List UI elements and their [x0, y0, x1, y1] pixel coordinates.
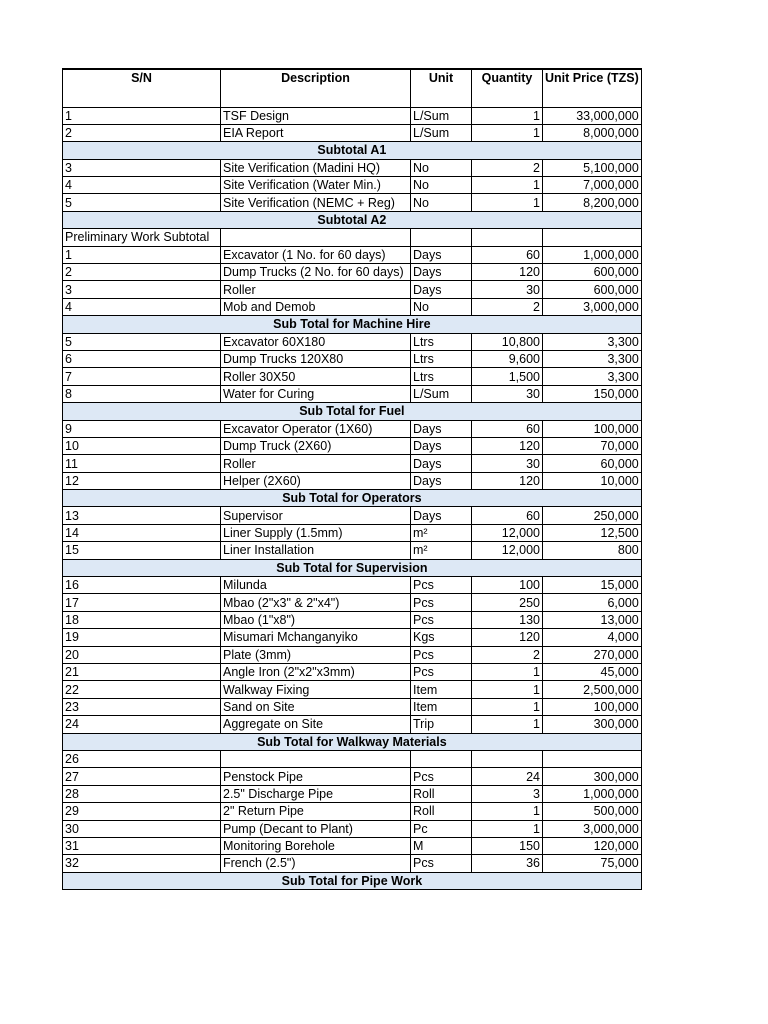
cell-unit-price[interactable]: 300,000: [543, 768, 642, 785]
cell-unit[interactable]: No: [411, 194, 472, 211]
cell-description[interactable]: French (2.5"): [221, 855, 411, 872]
cell-quantity[interactable]: 1: [472, 124, 543, 141]
cell-quantity[interactable]: 1: [472, 194, 543, 211]
cell-quantity[interactable]: 1: [472, 698, 543, 715]
cell-unit-price[interactable]: 60,000: [543, 455, 642, 472]
header-unit-price[interactable]: Unit Price (TZS): [543, 69, 642, 107]
table-row: [63, 820, 642, 837]
cell-unit[interactable]: L/Sum: [411, 107, 472, 124]
cell-unit[interactable]: No: [411, 298, 472, 315]
cell-sn[interactable]: 7: [63, 368, 221, 385]
cell-unit-price[interactable]: 1,000,000: [543, 785, 642, 802]
cell-description[interactable]: Roller: [221, 455, 411, 472]
cell-quantity[interactable]: 10,800: [472, 333, 543, 350]
cell-sn[interactable]: 16: [63, 577, 221, 594]
cell-quantity[interactable]: 60: [472, 246, 543, 263]
cell-sn[interactable]: 26: [63, 750, 221, 767]
cell-unit[interactable]: Pcs: [411, 611, 472, 628]
cell-sn[interactable]: 9: [63, 420, 221, 437]
cell-quantity[interactable]: 1: [472, 107, 543, 124]
cell-unit[interactable]: Trip: [411, 716, 472, 733]
cell-unit-price[interactable]: 3,300: [543, 350, 642, 367]
table-row: [63, 768, 642, 785]
table-row: [63, 629, 642, 646]
cell-unit-price[interactable]: 12,500: [543, 524, 642, 541]
cell-unit-price[interactable]: 2,500,000: [543, 681, 642, 698]
cell-description[interactable]: EIA Report: [221, 124, 411, 141]
cell-description[interactable]: Aggregate on Site: [221, 716, 411, 733]
cell-unit[interactable]: Item: [411, 681, 472, 698]
cell-unit-price[interactable]: 3,300: [543, 333, 642, 350]
cell-description[interactable]: Roller 30X50: [221, 368, 411, 385]
cell-quantity[interactable]: 30: [472, 455, 543, 472]
cell-description[interactable]: Dump Trucks (2 No. for 60 days): [221, 264, 411, 281]
cell-quantity[interactable]: 130: [472, 611, 543, 628]
header-sn[interactable]: S/N: [63, 69, 221, 107]
cell-sn[interactable]: 19: [63, 629, 221, 646]
table-row: [63, 177, 642, 194]
cell-unit-price[interactable]: 500,000: [543, 803, 642, 820]
cell-sn[interactable]: 4: [63, 177, 221, 194]
table-row: [63, 437, 642, 454]
cell-unit-price[interactable]: 45,000: [543, 664, 642, 681]
cell-unit[interactable]: Roll: [411, 803, 472, 820]
cell-description[interactable]: Monitoring Borehole: [221, 837, 411, 854]
cell-quantity[interactable]: 120: [472, 629, 543, 646]
table-row: [63, 577, 642, 594]
cell-sn[interactable]: 1: [63, 107, 221, 124]
table-row: [63, 855, 642, 872]
cell-unit-price[interactable]: 150,000: [543, 385, 642, 402]
cell-unit-price[interactable]: 3,000,000: [543, 298, 642, 315]
cell-sn[interactable]: 30: [63, 820, 221, 837]
cell-description[interactable]: Site Verification (Water Min.): [221, 177, 411, 194]
cell-description[interactable]: Angle Iron (2"x2"x3mm): [221, 664, 411, 681]
cell-unit[interactable]: Ltrs: [411, 350, 472, 367]
table-row: [63, 594, 642, 611]
cell-quantity[interactable]: 1,500: [472, 368, 543, 385]
cell-unit-price[interactable]: 120,000: [543, 837, 642, 854]
cell-description[interactable]: Mbao (1"x8"): [221, 611, 411, 628]
header-quantity[interactable]: Quantity: [472, 69, 543, 107]
cell-quantity[interactable]: 1: [472, 177, 543, 194]
cell-quantity[interactable]: 60: [472, 420, 543, 437]
cell-sn[interactable]: Preliminary Work Subtotal: [63, 229, 221, 246]
cell-unit-price[interactable]: 7,000,000: [543, 177, 642, 194]
cell-quantity[interactable]: 2: [472, 298, 543, 315]
table-row: [63, 664, 642, 681]
table-row: [63, 542, 642, 559]
cell-unit-price[interactable]: 100,000: [543, 420, 642, 437]
cell-description[interactable]: Dump Trucks 120X80: [221, 350, 411, 367]
cell-description[interactable]: Excavator 60X180: [221, 333, 411, 350]
cell-unit[interactable]: [411, 750, 472, 767]
cell-unit[interactable]: [411, 229, 472, 246]
table-row: [63, 264, 642, 281]
cell-unit[interactable]: Item: [411, 698, 472, 715]
cost-estimate-table: [62, 68, 642, 890]
cell-quantity[interactable]: 1: [472, 681, 543, 698]
table-row: [63, 698, 642, 715]
cell-unit-price[interactable]: 250,000: [543, 507, 642, 524]
cell-description[interactable]: Site Verification (Madini HQ): [221, 159, 411, 176]
cell-unit[interactable]: Days: [411, 420, 472, 437]
cell-quantity[interactable]: 12,000: [472, 524, 543, 541]
subtotal-row: [63, 403, 642, 420]
table-row: [63, 124, 642, 141]
cell-sn[interactable]: 28: [63, 785, 221, 802]
cell-sn[interactable]: 2: [63, 124, 221, 141]
cell-unit[interactable]: Pcs: [411, 577, 472, 594]
subtotal-label[interactable]: Sub Total for Supervision: [63, 559, 642, 576]
table-row: [63, 246, 642, 263]
cell-unit-price[interactable]: 3,300: [543, 368, 642, 385]
subtotal-label[interactable]: Sub Total for Machine Hire: [63, 316, 642, 333]
cell-description[interactable]: Mob and Demob: [221, 298, 411, 315]
cell-quantity[interactable]: [472, 229, 543, 246]
cell-unit-price[interactable]: 15,000: [543, 577, 642, 594]
cell-sn[interactable]: 13: [63, 507, 221, 524]
cell-description[interactable]: 2" Return Pipe: [221, 803, 411, 820]
cell-quantity[interactable]: 36: [472, 855, 543, 872]
cell-unit-price[interactable]: 100,000: [543, 698, 642, 715]
cell-description[interactable]: Site Verification (NEMC + Reg): [221, 194, 411, 211]
cell-description[interactable]: Mbao (2"x3" & 2"x4"): [221, 594, 411, 611]
cell-quantity[interactable]: 250: [472, 594, 543, 611]
cell-unit[interactable]: No: [411, 159, 472, 176]
cell-description[interactable]: Milunda: [221, 577, 411, 594]
cell-quantity[interactable]: [472, 750, 543, 767]
table-row: [63, 716, 642, 733]
cell-unit[interactable]: L/Sum: [411, 385, 472, 402]
table-row: [63, 385, 642, 402]
cell-sn[interactable]: 11: [63, 455, 221, 472]
table-body: [63, 107, 642, 890]
cell-quantity[interactable]: 1: [472, 803, 543, 820]
subtotal-label[interactable]: Sub Total for Pipe Work: [63, 872, 642, 889]
cell-sn[interactable]: 3: [63, 159, 221, 176]
cell-description[interactable]: Walkway Fixing: [221, 681, 411, 698]
table-row: [63, 785, 642, 802]
cell-unit-price[interactable]: 6,000: [543, 594, 642, 611]
table-row: [63, 507, 642, 524]
cell-quantity[interactable]: 120: [472, 264, 543, 281]
table-row: [63, 107, 642, 124]
cell-sn[interactable]: 27: [63, 768, 221, 785]
cell-sn[interactable]: 4: [63, 298, 221, 315]
subtotal-row: [63, 490, 642, 507]
cell-quantity[interactable]: 30: [472, 385, 543, 402]
cell-unit[interactable]: Pcs: [411, 855, 472, 872]
cell-description[interactable]: Liner Supply (1.5mm): [221, 524, 411, 541]
cell-unit-price[interactable]: 70,000: [543, 437, 642, 454]
cell-description[interactable]: Water for Curing: [221, 385, 411, 402]
table-row: [63, 194, 642, 211]
cell-description[interactable]: Helper (2X60): [221, 472, 411, 489]
cell-sn[interactable]: 5: [63, 194, 221, 211]
cell-unit[interactable]: Ltrs: [411, 368, 472, 385]
cell-unit[interactable]: Pcs: [411, 646, 472, 663]
cell-sn[interactable]: 12: [63, 472, 221, 489]
table-row: [63, 611, 642, 628]
cell-description[interactable]: Plate (3mm): [221, 646, 411, 663]
cell-description[interactable]: Penstock Pipe: [221, 768, 411, 785]
cell-description[interactable]: Excavator (1 No. for 60 days): [221, 246, 411, 263]
cell-unit[interactable]: Days: [411, 437, 472, 454]
table-row: [63, 281, 642, 298]
subtotal-label[interactable]: Sub Total for Walkway Materials: [63, 733, 642, 750]
cell-quantity[interactable]: 12,000: [472, 542, 543, 559]
cell-description[interactable]: Dump Truck (2X60): [221, 437, 411, 454]
cell-unit[interactable]: Roll: [411, 785, 472, 802]
subtotal-label[interactable]: Subtotal A1: [63, 142, 642, 159]
cell-unit-price[interactable]: [543, 229, 642, 246]
table-row: [63, 681, 642, 698]
cell-quantity[interactable]: 150: [472, 837, 543, 854]
cell-sn[interactable]: 20: [63, 646, 221, 663]
cell-quantity[interactable]: 1: [472, 820, 543, 837]
cell-sn[interactable]: 29: [63, 803, 221, 820]
cell-description[interactable]: Pump (Decant to Plant): [221, 820, 411, 837]
subtotal-row: [63, 872, 642, 889]
cell-description[interactable]: 2.5" Discharge Pipe: [221, 785, 411, 802]
cell-sn[interactable]: 17: [63, 594, 221, 611]
cell-unit-price[interactable]: 13,000: [543, 611, 642, 628]
cell-sn[interactable]: 5: [63, 333, 221, 350]
table-row: [63, 750, 642, 767]
cell-unit-price[interactable]: 5,100,000: [543, 159, 642, 176]
cell-unit-price[interactable]: 10,000: [543, 472, 642, 489]
cell-unit[interactable]: Days: [411, 281, 472, 298]
table-row: [63, 837, 642, 854]
cell-quantity[interactable]: 1: [472, 664, 543, 681]
table-row: [63, 524, 642, 541]
cell-unit-price[interactable]: 33,000,000: [543, 107, 642, 124]
cell-sn[interactable]: 1: [63, 246, 221, 263]
subtotal-row: [63, 142, 642, 159]
cell-quantity[interactable]: 3: [472, 785, 543, 802]
table-row: [63, 420, 642, 437]
cell-unit-price[interactable]: 8,000,000: [543, 124, 642, 141]
subtotal-label[interactable]: Sub Total for Fuel: [63, 403, 642, 420]
cell-sn[interactable]: 6: [63, 350, 221, 367]
cell-unit[interactable]: M: [411, 837, 472, 854]
cell-sn[interactable]: 2: [63, 264, 221, 281]
cell-description[interactable]: Misumari Mchanganyiko: [221, 629, 411, 646]
cell-unit[interactable]: Pcs: [411, 594, 472, 611]
table-row: [63, 298, 642, 315]
cell-unit[interactable]: Kgs: [411, 629, 472, 646]
cell-sn[interactable]: 32: [63, 855, 221, 872]
subtotal-row: [63, 316, 642, 333]
cell-description[interactable]: Excavator Operator (1X60): [221, 420, 411, 437]
cell-sn[interactable]: 8: [63, 385, 221, 402]
cell-unit-price[interactable]: 4,000: [543, 629, 642, 646]
cell-sn[interactable]: 18: [63, 611, 221, 628]
cell-unit-price[interactable]: 600,000: [543, 281, 642, 298]
header-row: [63, 69, 642, 107]
table-row: [63, 229, 642, 246]
table-row: [63, 472, 642, 489]
cell-quantity[interactable]: 60: [472, 507, 543, 524]
table-row: [63, 455, 642, 472]
cell-description[interactable]: Roller: [221, 281, 411, 298]
cell-unit[interactable]: Days: [411, 246, 472, 263]
cell-unit[interactable]: No: [411, 177, 472, 194]
cell-quantity[interactable]: 2: [472, 646, 543, 663]
cell-sn[interactable]: 31: [63, 837, 221, 854]
cell-unit[interactable]: Pcs: [411, 664, 472, 681]
cell-unit-price[interactable]: 270,000: [543, 646, 642, 663]
cell-unit-price[interactable]: 800: [543, 542, 642, 559]
cell-unit[interactable]: Days: [411, 264, 472, 281]
cell-sn[interactable]: 22: [63, 681, 221, 698]
cell-description[interactable]: [221, 229, 411, 246]
cell-sn[interactable]: 15: [63, 542, 221, 559]
subtotal-row: [63, 211, 642, 228]
cell-unit[interactable]: Ltrs: [411, 333, 472, 350]
cell-quantity[interactable]: 120: [472, 472, 543, 489]
cell-description[interactable]: TSF Design: [221, 107, 411, 124]
cell-description[interactable]: Sand on Site: [221, 698, 411, 715]
subtotal-label[interactable]: Sub Total for Operators: [63, 490, 642, 507]
table-row: [63, 350, 642, 367]
cell-sn[interactable]: 24: [63, 716, 221, 733]
cell-unit-price[interactable]: 300,000: [543, 716, 642, 733]
table-row: [63, 646, 642, 663]
cell-unit-price[interactable]: 600,000: [543, 264, 642, 281]
cell-description[interactable]: Liner Installation: [221, 542, 411, 559]
table-row: [63, 368, 642, 385]
cell-quantity[interactable]: 100: [472, 577, 543, 594]
cell-unit[interactable]: Pc: [411, 820, 472, 837]
cell-quantity[interactable]: 1: [472, 716, 543, 733]
cell-description[interactable]: Supervisor: [221, 507, 411, 524]
cell-unit-price[interactable]: [543, 750, 642, 767]
cell-unit[interactable]: m²: [411, 524, 472, 541]
cell-quantity[interactable]: 2: [472, 159, 543, 176]
table-row: [63, 159, 642, 176]
cell-unit[interactable]: L/Sum: [411, 124, 472, 141]
cell-sn[interactable]: 14: [63, 524, 221, 541]
cell-unit[interactable]: Days: [411, 455, 472, 472]
subtotal-row: [63, 733, 642, 750]
cell-unit-price[interactable]: 3,000,000: [543, 820, 642, 837]
cell-quantity[interactable]: 9,600: [472, 350, 543, 367]
cell-sn[interactable]: 10: [63, 437, 221, 454]
cell-quantity[interactable]: 120: [472, 437, 543, 454]
cell-unit[interactable]: Days: [411, 472, 472, 489]
cell-sn[interactable]: 3: [63, 281, 221, 298]
cell-unit[interactable]: m²: [411, 542, 472, 559]
cell-description[interactable]: [221, 750, 411, 767]
header-unit[interactable]: Unit: [411, 69, 472, 107]
table-row: [63, 333, 642, 350]
cell-quantity[interactable]: 30: [472, 281, 543, 298]
cell-unit-price[interactable]: 8,200,000: [543, 194, 642, 211]
cell-unit[interactable]: Pcs: [411, 768, 472, 785]
cell-sn[interactable]: 23: [63, 698, 221, 715]
cell-unit[interactable]: Days: [411, 507, 472, 524]
cell-unit-price[interactable]: 1,000,000: [543, 246, 642, 263]
table-row: [63, 803, 642, 820]
cell-unit-price[interactable]: 75,000: [543, 855, 642, 872]
subtotal-row: [63, 559, 642, 576]
cell-quantity[interactable]: 24: [472, 768, 543, 785]
cell-sn[interactable]: 21: [63, 664, 221, 681]
subtotal-label[interactable]: Subtotal A2: [63, 211, 642, 228]
header-description[interactable]: Description: [221, 69, 411, 107]
